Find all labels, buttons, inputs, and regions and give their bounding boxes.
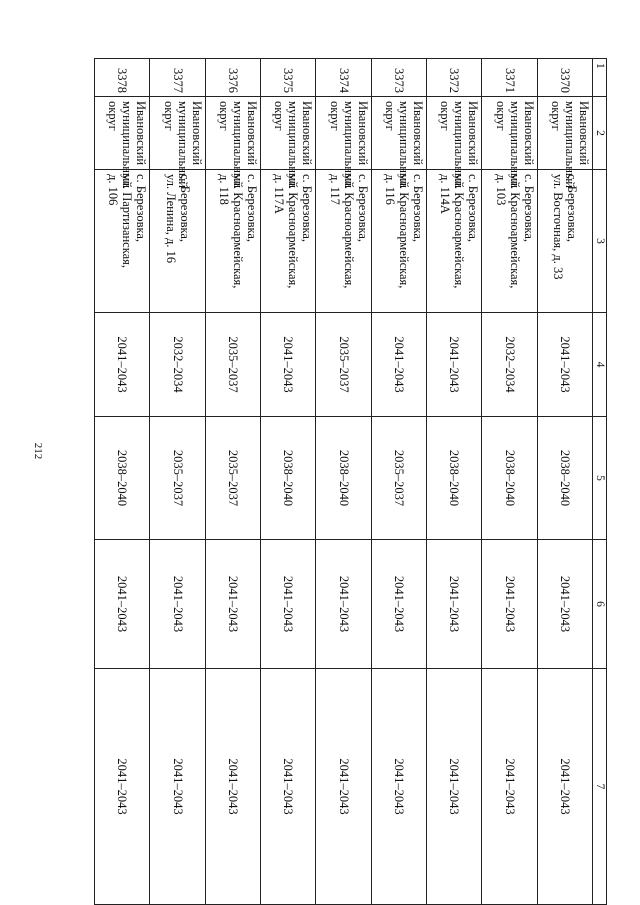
header-col-3: 3	[593, 170, 607, 313]
period-col-6: 2041–2043	[150, 540, 205, 669]
period-col-4: 2041–2043	[261, 313, 316, 417]
period-col-7: 2041–2043	[316, 669, 371, 905]
district-line: округ	[549, 101, 563, 131]
address-cell	[95, 170, 150, 313]
period-col-7: 2041–2043	[537, 669, 592, 905]
address-line: д. 117А	[272, 174, 287, 214]
table-row	[316, 59, 371, 905]
district-line: Ивановский	[411, 101, 426, 166]
district-line: округ	[272, 101, 287, 131]
table-row	[482, 59, 537, 905]
page-number: 212	[32, 442, 44, 460]
table-row	[537, 59, 592, 905]
row-number: 3374	[316, 59, 371, 97]
district-line: округ	[383, 101, 398, 131]
period-col-5: 2038–2040	[482, 417, 537, 540]
period-col-4: 2032–2034	[482, 313, 537, 417]
table-row	[427, 59, 482, 905]
district-cell	[482, 97, 537, 188]
district-cell	[371, 97, 426, 188]
schedule-table	[94, 58, 607, 905]
district-line: Ивановский	[300, 101, 315, 166]
district-line: муниципальный	[397, 101, 412, 188]
district-line: Ивановский	[521, 101, 536, 166]
district-line: муниципальный	[175, 101, 190, 188]
address-cell	[205, 170, 260, 313]
table-row	[150, 59, 205, 905]
period-col-5: 2038–2040	[95, 417, 150, 540]
header-col-7: 7	[593, 669, 607, 905]
period-col-4: 2032–2034	[150, 313, 205, 417]
period-col-5: 2035–2037	[371, 417, 426, 540]
address-line: д. 114А	[438, 174, 453, 214]
address-line: с. Березовка,	[466, 174, 481, 243]
district-line: округ	[493, 101, 508, 131]
address-line: с. Березовка,	[178, 174, 193, 243]
period-col-4: 2041–2043	[537, 313, 592, 417]
header-col-1: 1	[593, 59, 607, 97]
period-col-5: 2038–2040	[427, 417, 482, 540]
row-number: 3376	[205, 59, 260, 97]
address-line: ул. Красноармейская,	[397, 174, 412, 289]
address-line: с. Березовка,	[134, 174, 149, 243]
address-cell	[371, 170, 426, 313]
district-cell	[150, 97, 205, 188]
period-col-4: 2041–2043	[427, 313, 482, 417]
district-line: округ	[161, 101, 176, 131]
district-cell	[427, 97, 482, 188]
header-col-6: 6	[593, 540, 607, 669]
address-line: с. Березовка,	[565, 174, 580, 243]
district-line: муниципальный	[452, 101, 467, 188]
address-cell	[316, 170, 371, 313]
district-line: муниципальный	[507, 101, 522, 188]
address-cell	[261, 170, 316, 313]
table-container	[94, 58, 607, 904]
district-line: муниципальный	[231, 101, 246, 188]
address-cell	[537, 170, 592, 313]
district-line: муниципальный	[341, 101, 356, 188]
address-line: д. 103	[493, 174, 508, 206]
address-line: с. Березовка,	[411, 174, 426, 243]
address-line: д. 116	[383, 174, 398, 205]
period-col-7: 2041–2043	[427, 669, 482, 905]
district-line: Ивановский	[245, 101, 260, 166]
period-col-5: 2035–2037	[150, 417, 205, 540]
table-row	[261, 59, 316, 905]
address-line: д. 118	[217, 174, 232, 205]
row-number: 3377	[150, 59, 205, 97]
period-col-7: 2041–2043	[205, 669, 260, 905]
row-number: 3372	[427, 59, 482, 97]
period-col-4: 2041–2043	[371, 313, 426, 417]
period-col-5: 2038–2040	[261, 417, 316, 540]
row-number: 3378	[95, 59, 150, 97]
district-line: муниципальный	[563, 101, 577, 188]
period-col-6: 2041–2043	[261, 540, 316, 669]
period-col-6: 2041–2043	[316, 540, 371, 669]
header-col-5: 5	[593, 417, 607, 540]
table-row	[95, 59, 150, 905]
header-col-4: 4	[593, 313, 607, 417]
period-col-7: 2041–2043	[150, 669, 205, 905]
period-col-7: 2041–2043	[371, 669, 426, 905]
address-line: с. Березовка,	[355, 174, 370, 243]
address-line: ул. Красноармейская,	[286, 174, 301, 289]
district-cell	[205, 97, 260, 188]
address-line: ул. Красноармейская,	[507, 174, 522, 289]
period-col-6: 2041–2043	[371, 540, 426, 669]
address-line: с. Березовка,	[245, 174, 260, 243]
address-line: ул. Красноармейская,	[341, 174, 356, 289]
period-col-7: 2041–2043	[95, 669, 150, 905]
rotated-table-frame	[94, 58, 607, 904]
district-line: Ивановский	[134, 101, 149, 166]
district-cell	[316, 97, 371, 188]
district-line: округ	[327, 101, 342, 131]
period-col-5: 2038–2040	[316, 417, 371, 540]
table-row	[371, 59, 426, 905]
district-line: округ	[106, 101, 121, 131]
district-line: муниципальный	[120, 101, 135, 188]
period-col-4: 2035–2037	[205, 313, 260, 417]
address-line: ул. Восточная, д. 33	[551, 174, 566, 280]
address-line: ул. Красноармейская,	[231, 174, 246, 289]
district-line: округ	[438, 101, 453, 131]
row-number: 3375	[261, 59, 316, 97]
district-line: Ивановский	[189, 101, 204, 166]
address-line: ул. Красноармейская,	[452, 174, 467, 289]
row-number: 3373	[371, 59, 426, 97]
district-line: Ивановский	[466, 101, 481, 166]
period-col-6: 2041–2043	[95, 540, 150, 669]
period-col-6: 2041–2043	[427, 540, 482, 669]
period-col-5: 2038–2040	[537, 417, 592, 540]
address-line: д. 106	[106, 174, 121, 206]
period-col-6: 2041–2043	[205, 540, 260, 669]
address-cell	[427, 170, 482, 313]
district-cell	[261, 97, 316, 188]
period-col-5: 2035–2037	[205, 417, 260, 540]
period-col-6: 2041–2043	[537, 540, 592, 669]
header-col-2: 2	[593, 97, 607, 170]
district-line: Ивановский	[577, 101, 591, 166]
period-col-4: 2035–2037	[316, 313, 371, 417]
period-col-4: 2041–2043	[95, 313, 150, 417]
address-line: с. Березовка,	[521, 174, 536, 243]
district-cell	[95, 97, 150, 188]
period-col-7: 2041–2043	[261, 669, 316, 905]
table-row	[205, 59, 260, 905]
row-number: 3371	[482, 59, 537, 97]
address-line: ул. Партизанская,	[120, 174, 135, 269]
district-cell	[537, 97, 592, 188]
period-col-7: 2041–2043	[482, 669, 537, 905]
address-line: д. 117	[327, 174, 342, 205]
period-col-6: 2041–2043	[482, 540, 537, 669]
address-cell	[150, 170, 205, 313]
address-line: ул. Ленина, д. 16	[164, 174, 179, 264]
district-line: Ивановский	[355, 101, 370, 166]
district-line: муниципальный	[286, 101, 301, 188]
header-row	[593, 59, 607, 905]
row-number: 3370	[537, 59, 592, 97]
address-line: с. Березовка,	[300, 174, 315, 243]
district-line: округ	[217, 101, 232, 131]
address-cell	[482, 170, 537, 313]
